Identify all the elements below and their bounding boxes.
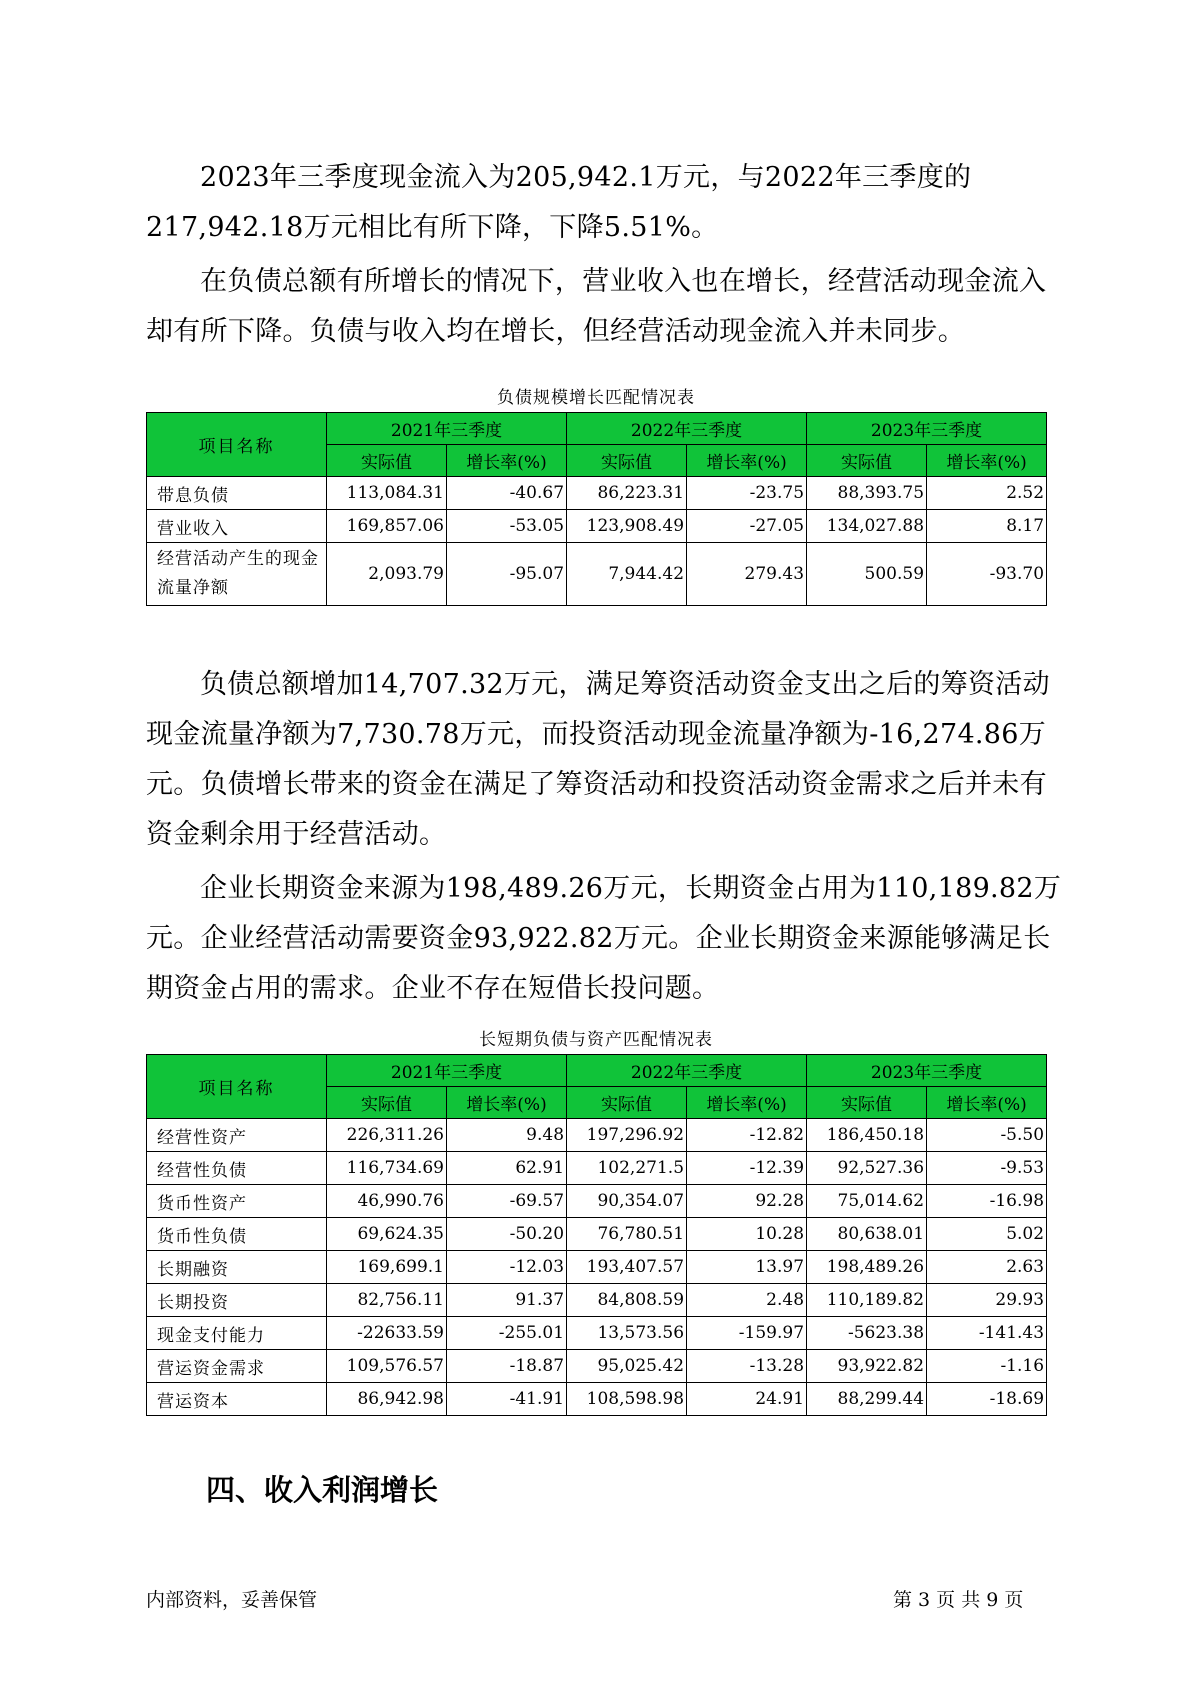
actual-value-cell: 86,223.31 (567, 477, 687, 510)
row-label: 现金支付能力 (147, 1317, 327, 1350)
debt-scale-table (146, 412, 1047, 606)
actual-value-cell: 2,093.79 (327, 543, 447, 606)
subheader-growth: 增长率(%) (927, 445, 1047, 477)
row-label: 经营性资产 (147, 1119, 327, 1152)
growth-rate-cell: -18.87 (447, 1350, 567, 1383)
growth-rate-cell: 62.91 (447, 1152, 567, 1185)
paragraph-cash-inflow: 2023年三季度现金流入为205,942.1万元，与2022年三季度的217,942.18万元相比有所下降，下降5.51%。 (146, 162, 972, 243)
growth-rate-cell: 2.63 (927, 1251, 1047, 1284)
actual-value-cell: 75,014.62 (807, 1185, 927, 1218)
table-row (147, 477, 1047, 510)
table-row (147, 1383, 1047, 1416)
table-row (147, 1185, 1047, 1218)
actual-value-cell: 92,527.36 (807, 1152, 927, 1185)
actual-value-cell: 134,027.88 (807, 510, 927, 543)
actual-value-cell: 102,271.5 (567, 1152, 687, 1185)
actual-value-cell: 84,808.59 (567, 1284, 687, 1317)
subheader-actual: 实际值 (327, 445, 447, 477)
growth-rate-cell: -41.91 (447, 1383, 567, 1416)
growth-rate-cell: -12.39 (687, 1152, 807, 1185)
actual-value-cell: 108,598.98 (567, 1383, 687, 1416)
subheader-growth: 增长率(%) (927, 1087, 1047, 1119)
row-label: 经营性负债 (147, 1152, 327, 1185)
growth-rate-cell: -141.43 (927, 1317, 1047, 1350)
actual-value-cell: -22633.59 (327, 1317, 447, 1350)
growth-rate-cell: 91.37 (447, 1284, 567, 1317)
actual-value-cell: 186,450.18 (807, 1119, 927, 1152)
growth-rate-cell: 24.91 (687, 1383, 807, 1416)
growth-rate-cell: -9.53 (927, 1152, 1047, 1185)
growth-rate-cell: 2.48 (687, 1284, 807, 1317)
paragraph-debt-increase: 负债总额增加14,707.32万元，满足筹资活动资金支出之后的筹资活动现金流量净额为7,730.78万元，而投资活动现金流量净额为-16,274.86万元。负债增长带来的资金在满足了筹资活动和投资活动资金需求之后并未有资金剩余用于经营活动。 (146, 669, 1050, 850)
growth-rate-cell: -159.97 (687, 1317, 807, 1350)
growth-rate-cell: -12.03 (447, 1251, 567, 1284)
actual-value-cell: 93,922.82 (807, 1350, 927, 1383)
period-header: 2022年三季度 (567, 413, 807, 445)
actual-value-cell: 169,699.1 (327, 1251, 447, 1284)
row-label: 营业收入 (147, 510, 327, 543)
actual-value-cell: 110,189.82 (807, 1284, 927, 1317)
growth-rate-cell: -50.20 (447, 1218, 567, 1251)
actual-value-cell: 116,734.69 (327, 1152, 447, 1185)
actual-value-cell: 88,299.44 (807, 1383, 927, 1416)
footer-page-number: 第 3 页 共 9 页 (893, 1589, 1024, 1611)
growth-rate-cell: -13.28 (687, 1350, 807, 1383)
growth-rate-cell: -5.50 (927, 1119, 1047, 1152)
subheader-actual: 实际值 (567, 1087, 687, 1119)
actual-value-cell: 198,489.26 (807, 1251, 927, 1284)
growth-rate-cell: 92.28 (687, 1185, 807, 1218)
actual-value-cell: 95,025.42 (567, 1350, 687, 1383)
section-heading: 四、收入利润增长 (206, 1473, 439, 1507)
growth-rate-cell: 9.48 (447, 1119, 567, 1152)
debt-asset-matching-table (146, 1054, 1047, 1416)
growth-rate-cell: 8.17 (927, 510, 1047, 543)
table2-caption: 长短期负债与资产匹配情况表 (479, 1030, 713, 1050)
growth-rate-cell: 5.02 (927, 1218, 1047, 1251)
table-row (147, 1119, 1047, 1152)
actual-value-cell: 109,576.57 (327, 1350, 447, 1383)
row-label: 带息负债 (147, 477, 327, 510)
growth-rate-cell: 279.43 (687, 543, 807, 606)
period-header: 2021年三季度 (327, 1055, 567, 1087)
table-row (147, 510, 1047, 543)
subheader-actual: 实际值 (327, 1087, 447, 1119)
table-row (147, 1218, 1047, 1251)
subheader-growth: 增长率(%) (687, 1087, 807, 1119)
growth-rate-cell: 2.52 (927, 477, 1047, 510)
actual-value-cell: 76,780.51 (567, 1218, 687, 1251)
subheader-actual: 实际值 (807, 1087, 927, 1119)
actual-value-cell: 46,990.76 (327, 1185, 447, 1218)
subheader-growth: 增长率(%) (447, 1087, 567, 1119)
actual-value-cell: 90,354.07 (567, 1185, 687, 1218)
row-label: 营运资金需求 (147, 1350, 327, 1383)
actual-value-cell: 123,908.49 (567, 510, 687, 543)
growth-rate-cell: -40.67 (447, 477, 567, 510)
growth-rate-cell: -53.05 (447, 510, 567, 543)
actual-value-cell: 226,311.26 (327, 1119, 447, 1152)
paragraph-long-term-funds: 企业长期资金来源为198,489.26万元，长期资金占用为110,189.82万元。企业经营活动需要资金93,922.82万元。企业长期资金来源能够满足长期资金占用的需求。企业不存在短借长投问题。 (146, 873, 1062, 1004)
table-row (147, 1152, 1047, 1185)
table-row (147, 1251, 1047, 1284)
growth-rate-cell: -1.16 (927, 1350, 1047, 1383)
actual-value-cell: 193,407.57 (567, 1251, 687, 1284)
subheader-actual: 实际值 (567, 445, 687, 477)
period-header: 2021年三季度 (327, 413, 567, 445)
footer-confidential: 内部资料，妥善保管 (146, 1589, 318, 1611)
growth-rate-cell: -27.05 (687, 510, 807, 543)
name-header: 项目名称 (147, 1055, 327, 1119)
actual-value-cell: 69,624.35 (327, 1218, 447, 1251)
growth-rate-cell: -23.75 (687, 477, 807, 510)
row-label: 货币性负债 (147, 1218, 327, 1251)
actual-value-cell: 500.59 (807, 543, 927, 606)
table-row (147, 1317, 1047, 1350)
growth-rate-cell: 29.93 (927, 1284, 1047, 1317)
actual-value-cell: -5623.38 (807, 1317, 927, 1350)
growth-rate-cell: -18.69 (927, 1383, 1047, 1416)
table-row (147, 1284, 1047, 1317)
row-label: 长期融资 (147, 1251, 327, 1284)
growth-rate-cell: 13.97 (687, 1251, 807, 1284)
actual-value-cell: 13,573.56 (567, 1317, 687, 1350)
growth-rate-cell: -93.70 (927, 543, 1047, 606)
actual-value-cell: 82,756.11 (327, 1284, 447, 1317)
growth-rate-cell: -69.57 (447, 1185, 567, 1218)
actual-value-cell: 86,942.98 (327, 1383, 447, 1416)
period-header: 2022年三季度 (567, 1055, 807, 1087)
subheader-growth: 增长率(%) (687, 445, 807, 477)
growth-rate-cell: -12.82 (687, 1119, 807, 1152)
row-label: 货币性资产 (147, 1185, 327, 1218)
table1-caption: 负债规模增长匹配情况表 (497, 388, 695, 408)
actual-value-cell: 169,857.06 (327, 510, 447, 543)
actual-value-cell: 88,393.75 (807, 477, 927, 510)
period-header: 2023年三季度 (807, 1055, 1047, 1087)
table-row (147, 543, 1047, 606)
name-header: 项目名称 (147, 413, 327, 477)
growth-rate-cell: -255.01 (447, 1317, 567, 1350)
row-label: 长期投资 (147, 1284, 327, 1317)
row-label: 营运资本 (147, 1383, 327, 1416)
actual-value-cell: 113,084.31 (327, 477, 447, 510)
period-header: 2023年三季度 (807, 413, 1047, 445)
growth-rate-cell: 10.28 (687, 1218, 807, 1251)
paragraph-debt-revenue: 在负债总额有所增长的情况下，营业收入也在增长，经营活动现金流入却有所下降。负债与收入均在增长，但经营活动现金流入并未同步。 (146, 266, 1047, 347)
actual-value-cell: 7,944.42 (567, 543, 687, 606)
actual-value-cell: 197,296.92 (567, 1119, 687, 1152)
subheader-actual: 实际值 (807, 445, 927, 477)
actual-value-cell: 80,638.01 (807, 1218, 927, 1251)
subheader-growth: 增长率(%) (447, 445, 567, 477)
table-row (147, 1350, 1047, 1383)
row-label: 经营活动产生的现金流量净额 (147, 543, 327, 606)
growth-rate-cell: -95.07 (447, 543, 567, 606)
growth-rate-cell: -16.98 (927, 1185, 1047, 1218)
